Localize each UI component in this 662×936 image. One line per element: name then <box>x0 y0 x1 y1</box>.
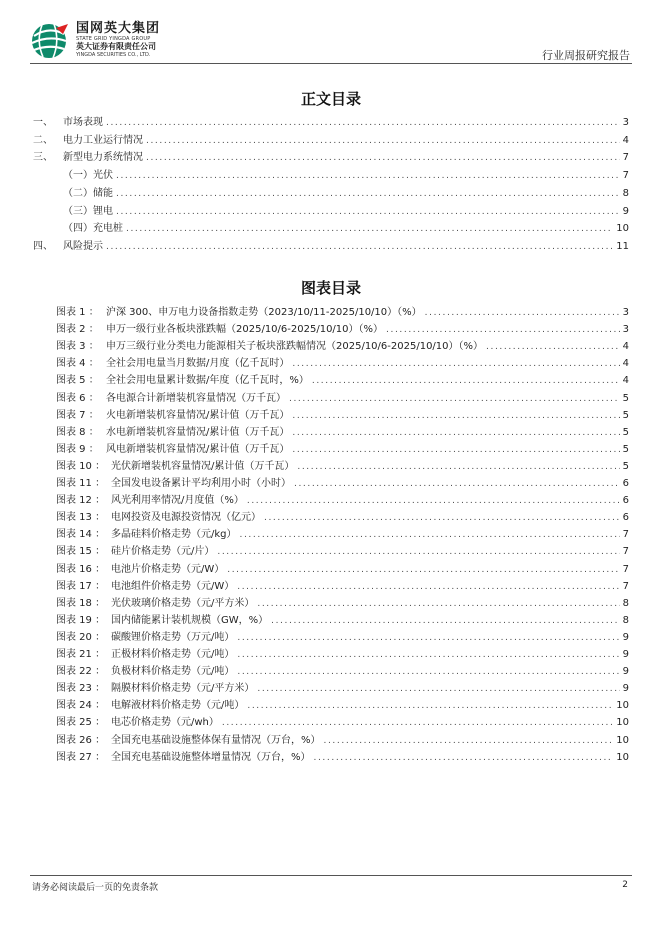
figure-entry[interactable] <box>56 476 629 492</box>
figure-number: 图表 1 ： <box>56 307 99 318</box>
toc-label: 储能 <box>93 187 113 199</box>
toc-label: 电力工业运行情况 <box>63 134 143 146</box>
toc-page-number: 3 <box>622 117 629 128</box>
figure-number: 图表 16 ： <box>56 563 106 575</box>
figure-label: 多晶硅料价格走势（元/kg） <box>111 529 237 541</box>
figure-label: 国内储能累计装机规模（GW，%） <box>111 614 269 626</box>
figure-number: 图表 26 ： <box>56 734 106 746</box>
figure-page-number: 5 <box>622 392 629 404</box>
toc-label: 锂电 <box>93 205 113 217</box>
figure-label: 光伏玻璃价格走势（元/平方米） <box>111 597 255 609</box>
company-english-name: YINGDA SECURITIES CO., LTD. <box>76 52 151 58</box>
dot-leader <box>425 305 620 321</box>
figure-label: 电芯价格走势（元/wh） <box>111 717 219 729</box>
figure-entry[interactable] <box>56 596 629 612</box>
figure-label: 沪深 300、申万电力设备指数走势（2023/10/11-2025/10/10）（%） <box>106 307 422 318</box>
figure-page-number: 9 <box>622 631 629 643</box>
figure-page-number: 4 <box>622 341 629 353</box>
figure-page-number: 9 <box>622 666 629 678</box>
figure-number: 图表 14 ： <box>56 529 106 541</box>
figure-label: 正极材料价格走势（元/吨） <box>111 649 235 660</box>
dot-leader <box>222 715 613 731</box>
toc-entry[interactable] <box>33 133 629 149</box>
toc-number: 四、 <box>33 240 53 252</box>
dot-leader <box>257 596 619 612</box>
figure-entry[interactable] <box>56 322 629 338</box>
figure-label: 风光利用率情况/月度值（%） <box>111 495 244 507</box>
figure-entry[interactable] <box>56 356 629 372</box>
figure-page-number: 9 <box>622 649 629 660</box>
report-type-label: 行业周报研究报告 <box>542 49 630 62</box>
figure-page-number: 6 <box>622 512 629 524</box>
toc-number: 一、 <box>33 117 53 128</box>
dot-leader <box>292 442 619 458</box>
figure-number: 图表 18 ： <box>56 597 106 609</box>
disclaimer-notice: 请务必阅读最后一页的免责条款 <box>32 883 159 893</box>
figure-number: 图表 6 ： <box>56 392 99 404</box>
figure-page-number: 10 <box>616 717 629 729</box>
figure-number: 图表 21 ： <box>56 649 106 660</box>
toc-number: （四） <box>63 223 93 235</box>
figure-page-number: 7 <box>622 580 629 592</box>
figure-number: 图表 25 ： <box>56 717 106 729</box>
figure-label: 全国发电设备累计平均利用小时（小时） <box>111 478 291 489</box>
toc-page-number: 4 <box>622 134 629 146</box>
logo-english-name: STATE GRID YINGDA GROUP <box>76 36 151 42</box>
figure-label: 全国充电基础设施整体保有量情况（万台，%） <box>111 734 321 746</box>
dot-leader <box>289 391 620 407</box>
logo-chinese-name: 国网英大集团 <box>76 21 161 36</box>
figure-number: 图表 23 ： <box>56 683 106 695</box>
figure-page-number: 8 <box>622 614 629 626</box>
figure-list-title: 图表目录 <box>300 279 361 297</box>
figure-label: 火电新增装机容量情况/累计值（万千瓦） <box>106 409 290 421</box>
figure-page-number: 3 <box>622 324 629 336</box>
figure-entry[interactable] <box>56 408 629 424</box>
dot-leader <box>116 186 620 202</box>
figure-entry[interactable] <box>56 715 629 731</box>
figure-entry[interactable] <box>56 305 629 321</box>
figure-number: 图表 5 ： <box>56 375 99 387</box>
figure-page-number: 5 <box>622 443 629 455</box>
dot-leader <box>237 630 619 646</box>
figure-page-number: 10 <box>616 700 629 712</box>
figure-number: 图表 22 ： <box>56 666 106 678</box>
figure-label: 申万一级行业各板块涨跌幅（2025/10/6-2025/10/10）（%） <box>106 324 384 336</box>
dot-leader <box>247 698 613 714</box>
figure-label: 隔膜材料价格走势（元/平方米） <box>111 683 255 695</box>
figure-label: 电解液材料价格走势（元/吨） <box>111 700 245 712</box>
dot-leader <box>237 579 619 595</box>
toc-entry[interactable] <box>63 204 629 220</box>
header-divider <box>30 63 632 64</box>
figure-entry[interactable] <box>56 493 629 509</box>
figure-entry[interactable] <box>56 613 629 629</box>
figure-number: 图表 8 ： <box>56 426 99 438</box>
dot-leader <box>146 150 620 166</box>
dot-leader <box>116 204 620 220</box>
dot-leader <box>294 476 620 492</box>
figure-entry[interactable] <box>56 442 629 458</box>
toc-title: 正文目录 <box>300 90 361 108</box>
figure-label: 申万三级行业分类电力能源相关子板块涨跌幅情况（2025/10/6-2025/10/10）（%） <box>106 341 484 353</box>
figure-number: 图表 7 ： <box>56 409 99 421</box>
dot-leader <box>297 459 619 475</box>
toc-number: 二、 <box>33 134 53 146</box>
figure-label: 硅片价格走势（元/片） <box>111 546 215 558</box>
dot-leader <box>106 115 620 131</box>
figure-page-number: 4 <box>622 375 629 387</box>
toc-page-number: 7 <box>622 152 629 164</box>
toc-label: 市场表现 <box>63 117 103 128</box>
figure-number: 图表 10 ： <box>56 460 106 472</box>
toc-entry[interactable] <box>33 239 629 255</box>
dot-leader <box>271 613 619 629</box>
figure-entry[interactable] <box>56 733 629 749</box>
dot-leader <box>116 168 620 184</box>
figure-number: 图表 24 ： <box>56 700 106 712</box>
figure-label: 风电新增装机容量情况/累计值（万千瓦） <box>106 443 290 455</box>
figure-entry[interactable] <box>56 630 629 646</box>
dot-leader <box>237 647 619 663</box>
figure-number: 图表 17 ： <box>56 580 106 592</box>
dot-leader <box>292 356 619 372</box>
figure-page-number: 3 <box>622 307 629 318</box>
dot-leader <box>292 425 619 441</box>
figure-page-number: 6 <box>622 478 629 489</box>
toc-number: 三、 <box>33 152 53 164</box>
figure-page-number: 6 <box>622 495 629 507</box>
figure-number: 图表 2 ： <box>56 324 99 336</box>
figure-page-number: 8 <box>622 597 629 609</box>
page-number: 2 <box>622 880 628 890</box>
toc-label: 充电桩 <box>93 223 123 235</box>
globe-logo-icon <box>30 22 72 60</box>
figure-page-number: 7 <box>622 529 629 541</box>
toc-number: （二） <box>63 187 93 199</box>
figure-label: 全国充电基础设施整体增量情况（万台，%） <box>111 751 311 763</box>
dot-leader <box>106 239 613 255</box>
toc-entry[interactable] <box>33 115 629 131</box>
figure-page-number: 7 <box>622 546 629 558</box>
toc-page-number: 9 <box>622 205 629 217</box>
footer-divider <box>30 875 632 876</box>
figure-number: 图表 9 ： <box>56 443 99 455</box>
figure-page-number: 10 <box>616 751 629 763</box>
toc-entry[interactable] <box>33 150 629 166</box>
figure-number: 图表 3 ： <box>56 341 99 353</box>
figure-number: 图表 13 ： <box>56 512 106 524</box>
toc-number: （一） <box>63 170 93 182</box>
figure-page-number: 4 <box>622 358 629 370</box>
figure-entry[interactable] <box>56 750 629 766</box>
figure-entry[interactable] <box>56 544 629 560</box>
page-header <box>0 0 662 64</box>
toc-number: （三） <box>63 205 93 217</box>
figure-entry[interactable] <box>56 391 629 407</box>
toc-page-number: 11 <box>616 240 629 252</box>
dot-leader <box>247 493 620 509</box>
figure-page-number: 5 <box>622 460 629 472</box>
figure-label: 全社会用电量当月数据/月度（亿千瓦时） <box>106 358 290 370</box>
dot-leader <box>146 133 620 149</box>
toc-page-number: 10 <box>616 223 629 235</box>
company-logo <box>30 20 180 60</box>
figure-number: 图表 12 ： <box>56 495 106 507</box>
figure-entry[interactable] <box>56 459 629 475</box>
dot-leader <box>386 322 620 338</box>
toc-entry[interactable] <box>63 186 629 202</box>
figure-number: 图表 27 ： <box>56 751 106 763</box>
toc-label: 光伏 <box>93 170 113 182</box>
figure-label: 光伏新增装机容量情况/累计值（万千瓦） <box>111 460 295 472</box>
figure-label: 负极材料价格走势（元/吨） <box>111 666 235 678</box>
toc-label: 新型电力系统情况 <box>63 152 143 164</box>
dot-leader <box>324 733 614 749</box>
toc-entry[interactable] <box>63 168 629 184</box>
figure-number: 图表 11 ： <box>56 478 106 489</box>
figure-entry[interactable] <box>56 373 629 389</box>
figure-label: 水电新增装机容量情况/累计值（万千瓦） <box>106 426 290 438</box>
figure-page-number: 5 <box>622 409 629 421</box>
toc-page-number: 8 <box>622 187 629 199</box>
figure-label: 电池组件价格走势（元/W） <box>111 580 235 592</box>
dot-leader <box>264 510 620 526</box>
figure-page-number: 5 <box>622 426 629 438</box>
dot-leader <box>257 681 619 697</box>
dot-leader <box>292 408 619 424</box>
dot-leader <box>126 221 613 237</box>
dot-leader <box>486 339 620 355</box>
dot-leader <box>240 527 620 543</box>
figure-number: 图表 15 ： <box>56 546 106 558</box>
toc-page-number: 7 <box>622 170 629 182</box>
figure-entry[interactable] <box>56 527 629 543</box>
figure-entry[interactable] <box>56 510 629 526</box>
dot-leader <box>217 544 619 560</box>
figure-label: 电池片价格走势（元/W） <box>111 563 225 575</box>
figure-number: 图表 20 ： <box>56 631 106 643</box>
figure-entry[interactable] <box>56 339 629 355</box>
figure-entry[interactable] <box>56 647 629 663</box>
company-chinese-name: 英大证券有限责任公司 <box>76 42 156 51</box>
figure-label: 碳酸锂价格走势（万元/吨） <box>111 631 235 643</box>
figure-number: 图表 4 ： <box>56 358 99 370</box>
dot-leader <box>237 664 619 680</box>
figure-number: 图表 19 ： <box>56 614 106 626</box>
figure-page-number: 10 <box>616 734 629 746</box>
toc-entry[interactable] <box>63 221 629 237</box>
figure-label: 全社会用电量累计数据/年度（亿千瓦时，%） <box>106 375 309 387</box>
figure-entry[interactable] <box>56 425 629 441</box>
figure-entry[interactable] <box>56 562 629 578</box>
figure-label: 各电源合计新增装机容量情况（万千瓦） <box>106 392 286 404</box>
figure-entry[interactable] <box>56 681 629 697</box>
figure-page-number: 9 <box>622 683 629 695</box>
figure-label: 电网投资及电源投资情况（亿元） <box>111 512 261 524</box>
figure-entry[interactable] <box>56 579 629 595</box>
toc-label: 风险提示 <box>63 240 103 252</box>
dot-leader <box>227 562 619 578</box>
figure-entry[interactable] <box>56 664 629 680</box>
dot-leader <box>312 373 620 389</box>
figure-entry[interactable] <box>56 698 629 714</box>
dot-leader <box>314 750 614 766</box>
figure-page-number: 7 <box>622 563 629 575</box>
